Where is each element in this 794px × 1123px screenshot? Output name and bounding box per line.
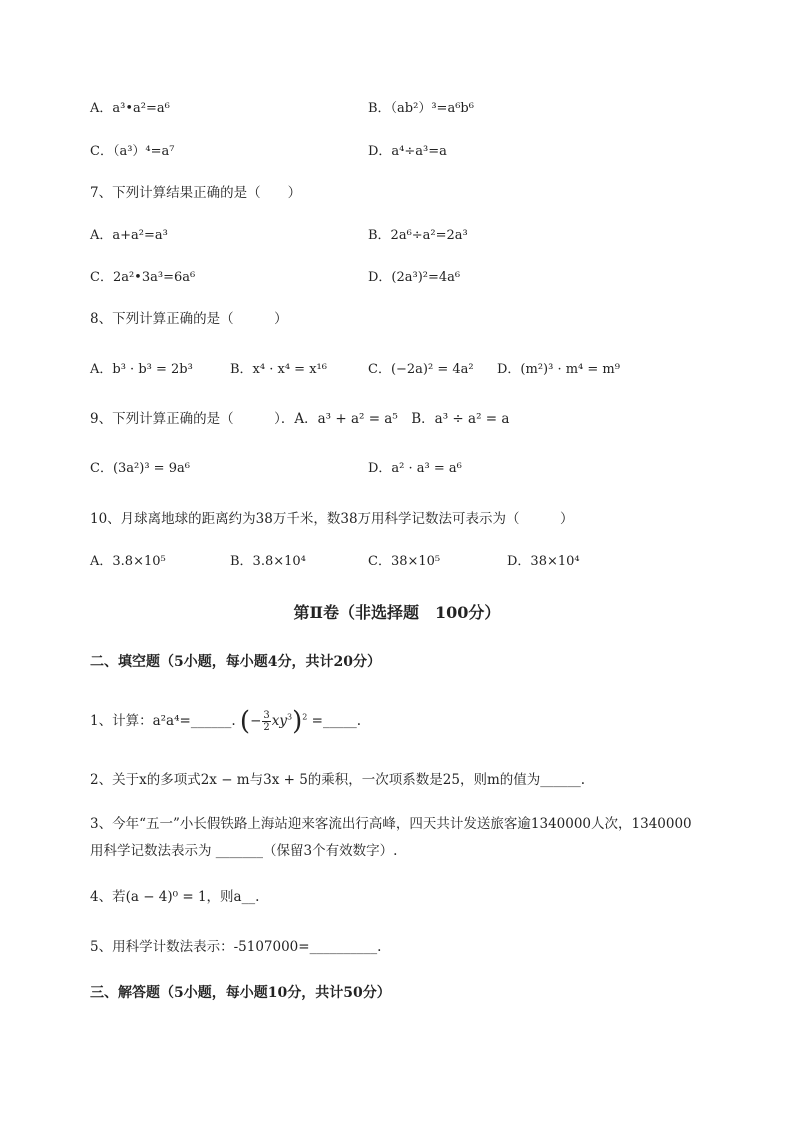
- fill-question-1: [90, 706, 362, 737]
- right-paren: ): [292, 706, 303, 737]
- fill-question-5: 5、用科学计数法表示：-5107000=__________.: [90, 939, 382, 955]
- q6-option-b: B．（ab²）³=a⁶b⁶: [368, 101, 474, 116]
- q8-option-c: C．(−2a)² = 4a²: [368, 362, 474, 377]
- fraction-numerator: 3: [263, 710, 270, 721]
- fill-1-part-b: =_____.: [311, 713, 362, 729]
- q7-option-d: D．(2a³)²=4a⁶: [368, 270, 461, 285]
- q6-option-a: A．a³•a²=a⁶: [90, 101, 170, 116]
- q9-option-c: C．(3a²)³ = 9a⁶: [90, 461, 190, 476]
- q8-option-b: B．x⁴ · x⁴ = x¹⁶: [230, 362, 327, 377]
- fill-1-part-a: 1、计算：a²a⁴=______.: [90, 713, 236, 729]
- fill-blank-header: 二、填空题（5小题，每小题4分，共计20分）: [90, 654, 381, 670]
- fraction-var: xy: [271, 713, 288, 729]
- q10-option-b: B．3.8×10⁴: [230, 554, 306, 569]
- q7-option-b: B．2a⁶÷a²=2a³: [368, 228, 468, 243]
- q7-stem: 7、下列计算结果正确的是（ ）: [90, 185, 302, 201]
- fill-question-3-line2: 用科学记数法表示为 _______（保留3个有效数字）.: [90, 843, 398, 859]
- q8-option-a: A．b³ · b³ = 2b³: [90, 362, 193, 377]
- q6-option-c: C．（a³）⁴=a⁷: [90, 144, 175, 159]
- q10-option-a: A．3.8×10⁵: [90, 554, 166, 569]
- outer-exponent: 2: [302, 712, 308, 722]
- q7-option-a: A．a+a²=a³: [90, 228, 168, 243]
- q7-option-c: C．2a²•3a³=6a⁶: [90, 270, 196, 285]
- fill-question-2: 2、关于x的多项式2x − m与3x + 5的乘积，一次项系数是25，则m的值为______.: [90, 772, 586, 788]
- fill-question-3-line1: 3、今年“五一”小长假铁路上海站迎来客流出行高峰，四天共计发送旅客逾1340000人次，1340000: [90, 816, 692, 832]
- q9-option-d: D．a² · a³ = a⁶: [368, 461, 462, 476]
- left-paren: (: [239, 706, 251, 737]
- q8-option-d: D．(m²)³ · m⁴ = m⁹: [497, 362, 620, 377]
- q8-stem: 8、下列计算正确的是（ ）: [90, 311, 288, 327]
- exponent: 3: [287, 712, 293, 722]
- solve-header: 三、解答题（5小题，每小题10分，共计50分）: [90, 985, 391, 1001]
- fraction-denominator: 2: [263, 722, 270, 733]
- q9-stem: 9、下列计算正确的是（ ）．A．a³ + a² = a⁵ B．a³ ÷ a² = a: [90, 411, 510, 427]
- q6-option-d: D．a⁴÷a³=a: [368, 144, 447, 159]
- q10-stem: 10、月球离地球的距离约为38万千米，数38万用科学记数法可表示为（ ）: [90, 511, 574, 527]
- fraction: [262, 710, 270, 733]
- minus-sign: −: [250, 713, 262, 729]
- section-title: 第Ⅱ卷（非选择题 100分）: [293, 603, 501, 622]
- fill-question-4: 4、若(a − 4)⁰ = 1，则a__.: [90, 889, 260, 905]
- q10-option-d: D．38×10⁴: [507, 554, 580, 569]
- q10-option-c: C．38×10⁵: [368, 554, 441, 569]
